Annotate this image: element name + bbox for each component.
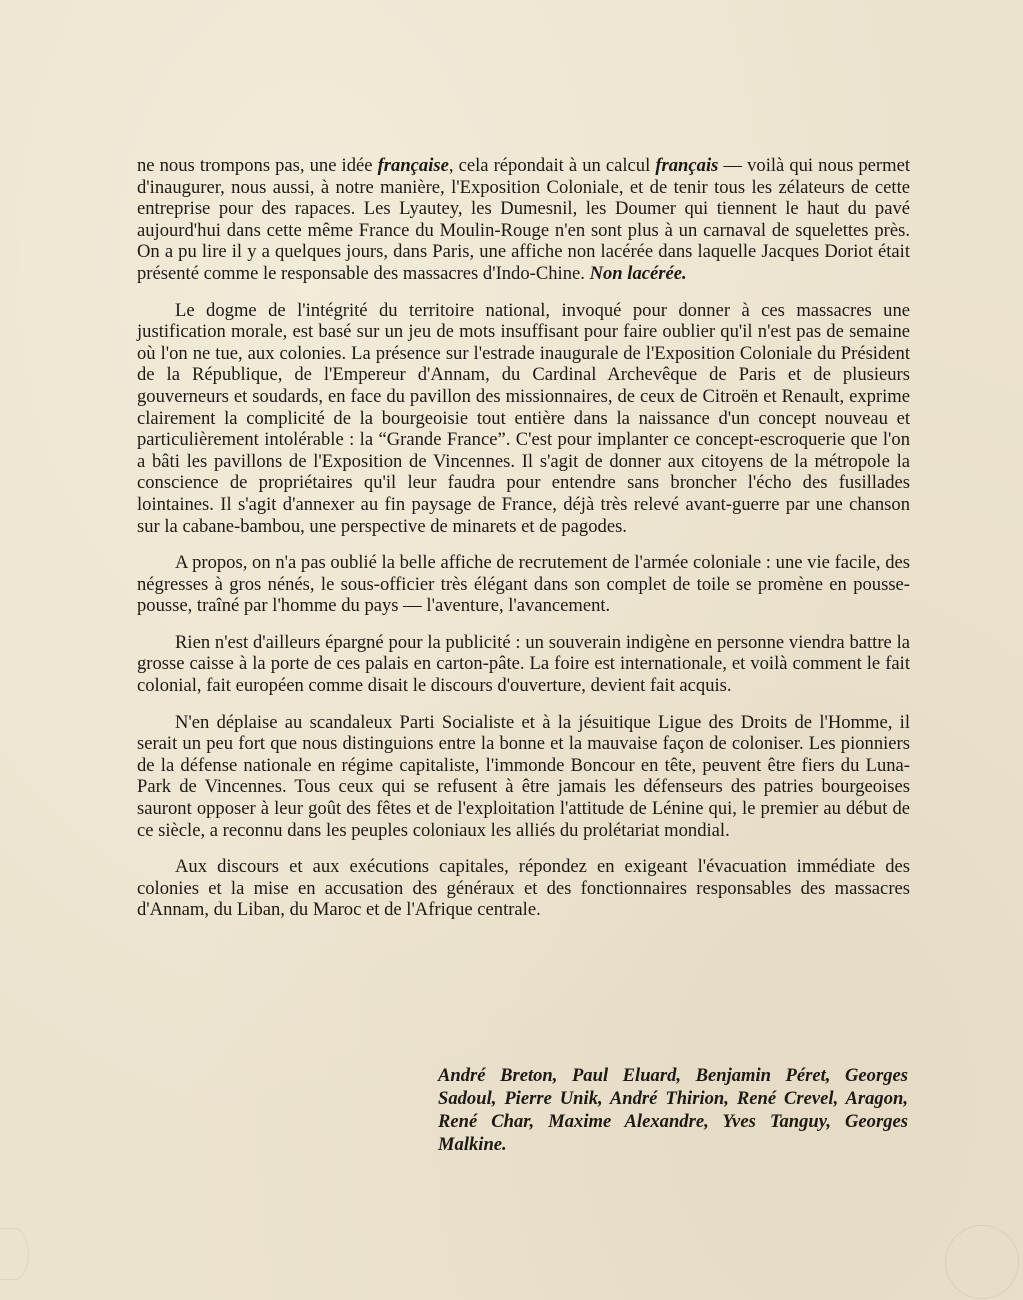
paragraph-3: A propos, on n'a pas oublié la belle affiche de recrutement de l'armée coloniale : une vie facile, des négresses à gros nénés, le sous-officier très élégant dans son complet de toile se promène en pousse-pousse, traîné par l'homme du pays — l'aventure, l'avancement.	[137, 552, 910, 617]
emphasized-text: Non lacérée.	[589, 262, 687, 284]
emphasized-text: français	[655, 155, 719, 176]
paragraph-2: Le dogme de l'intégrité du territoire national, invoqué pour donner à ces massacres une justification morale, est basé sur un jeu de mots insuffisant pour faire oublier qu'il n'est pas de semaine où l'on ne tue, aux colonies. La présence sur l'estrade inaugurale de l'Exposition Coloniale du Président de la République, de l'Empereur d'Annam, du Cardinal Archevêque de Paris et de plusieurs gouverneurs et soudards, en face du pavillon des missionnaires, de ceux de Citroën et Renault, exprime clairement la complicité de la bourgeoisie tout entière dans la naissance d'un concept nouveau et particulièrement intolérable : la “Grande France”. C'est pour implanter ce concept-escroquerie que l'on a bâti les pavillons de l'Exposition de Vincennes. Il s'agit de donner aux citoyens de la métropole la conscience de propriétaires qu'il leur faudra pour entendre sans broncher l'écho des fusillades lointaines. Il s'agit d'annexer au fin paysage de France, déjà très relevé avant-guerre par une chanson sur la cabane-bambou, une perspective de minarets et de pagodes.	[137, 299, 910, 537]
paragraph-4: Rien n'est d'ailleurs épargné pour la publicité : un souverain indigène en personne viendra battre la grosse caisse à la porte de ces palais en carton-pâte. La foire est internationale, et voilà comment le fait colonial, fait européen comme disait le discours d'ouverture, devient fait acquis.	[137, 631, 910, 697]
paragraph-6: Aux discours et aux exécutions capitales, répondez en exigeant l'évacuation immédiate des colonies et la mise en accusation des généraux et des fonctionnaires responsables des massacres d'Annam, du Liban, du Maroc et de l'Afrique centrale.	[137, 856, 910, 921]
signatories: André Breton, Paul Eluard, Benjamin Péret, Georges Sadoul, Pierre Unik, André Thirion, René Crevel, Aragon, René Char, Maxime Alexandre, Yves Tanguy, Georges Malkine.	[438, 1065, 908, 1155]
library-stamp-edge-mark	[0, 1228, 29, 1280]
emphasized-text: française	[377, 155, 449, 176]
paragraph-5: N'en déplaise au scandaleux Parti Socialiste et à la jésuitique Ligue des Droits de l'Homme, il serait un peu fort que nous distinguions entre la bonne et la mauvaise façon de coloniser. Les pionniers de la défense nationale en régime capitaliste, l'immonde Boncour en tête, peuvent être fiers du Luna-Park de Vincennes. Tous ceux qui se refusent à être jamais les défenseurs des patries bourgeoises sauront opposer à leur goût des fêtes et de l'exploitation l'attitude de Lénine qui, le premier au début de ce siècle, a reconnu dans les peuples coloniaux les alliés du prolétariat mondial.	[137, 711, 910, 841]
paragraph-1: ne nous trompons pas, une idée française, cela répondait à un calcul français — voilà qui nous permet d'inaugurer, nous aussi, à notre manière, l'Exposition Coloniale, et de tenir tous les zélateurs de cette entreprise pour des rapaces. Les Lyautey, les Dumesnil, les Doumer qui tiennent le haut du pavé aujourd'hui dans cette même France du Moulin-Rouge n'en sont plus à un carnaval de squelettes près. On a pu lire il y a quelques jours, dans Paris, une affiche non lacérée dans laquelle Jacques Doriot était présenté comme le responsable des massacres d'Indo-Chine. Non lacérée.	[137, 155, 910, 284]
manifesto-body	[137, 155, 910, 936]
library-stamp-mark	[945, 1225, 1019, 1299]
